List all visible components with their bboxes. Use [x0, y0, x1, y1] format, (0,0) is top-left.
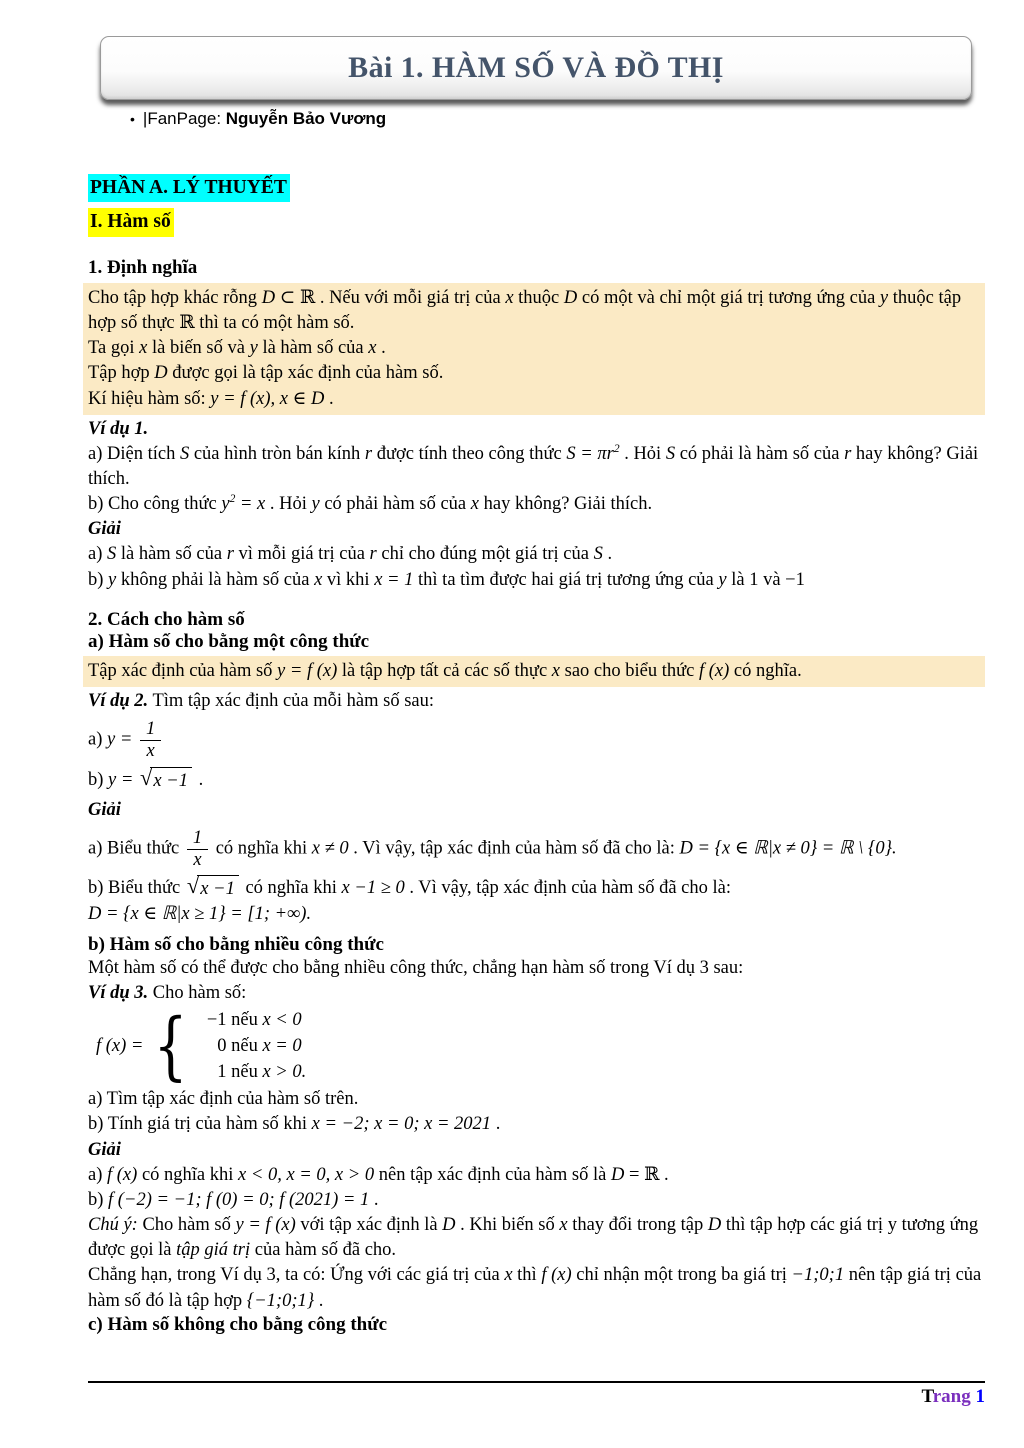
example-1-question-b: b) Cho công thức $y^2 = x$ . Hỏi y có phải hàm số của x hay không? Giải thích. — [88, 492, 653, 515]
example-2-heading: Ví dụ 2. Tìm tập xác định của mỗi hàm số sau: — [88, 690, 434, 711]
domain-definition-block — [83, 656, 985, 687]
example-3-solution-label: Giải — [88, 1139, 121, 1160]
heading-cach-cho-b: b) Hàm số cho bằng nhiều công thức — [88, 933, 384, 955]
definition-paragraph-2: Ta gọi x là biến số và y là hàm số của x . — [88, 338, 386, 359]
piecewise-case-3 — [197, 1061, 307, 1084]
section-heading-part-a: PHẦN A. LÝ THUYẾT — [88, 174, 290, 202]
page-footer — [88, 1381, 985, 1408]
example-2-solution-b-line-2: D = {x ∈ ℝ|x ≥ 1} = [1; +∞). — [88, 904, 312, 925]
case-1-value: −1 — [206, 1009, 227, 1030]
example-2-question-b: b) y = √ x −1 . — [88, 767, 985, 794]
bullet-icon: • — [130, 111, 135, 127]
domain-definition-paragraph: Tập xác định của hàm số y = f (x) là tập hợp tất cả các số thực x sao cho biểu thức f (x) có nghĩa. — [88, 660, 802, 681]
definition-paragraph-4: Kí hiệu hàm số: y = f (x), x ∈ D . — [88, 388, 334, 409]
heading-cach-cho-a: a) Hàm số cho bằng một công thức — [88, 630, 370, 652]
case-3-value: 1 — [217, 1062, 227, 1083]
case-3-if-word: nếu — [226, 1062, 263, 1083]
piecewise-case-1 — [197, 1009, 307, 1032]
definition-paragraph-1: Cho tập hợp khác rỗng D ⊂ ℝ . Nếu với mỗi giá trị của x thuộc D có một và chỉ một giá trị tương ứng của y thuộc tập hợp số thực ℝ thì ta có một hàm số. — [88, 287, 962, 334]
fanpage-label: |FanPage: — [142, 109, 226, 128]
fanpage-line — [130, 108, 985, 130]
lesson-title-banner — [100, 36, 972, 100]
example-3-solution-a: a) f (x) có nghĩa khi x < 0, x = 0, x > 0 nên tập xác định của hàm số là D = ℝ . — [88, 1164, 669, 1185]
section-ham-so-row — [88, 208, 985, 236]
note-paragraph-1: Chú ý: Cho hàm số y = f (x) với tập xác định là D . Khi biến số x thay đổi trong tập D thì tập hợp các giá trị y tương ứng được gọi là tập giá trị của hàm số đã cho. — [88, 1215, 979, 1261]
example-2-solution-label: Giải — [88, 799, 121, 820]
fanpage-name: Nguyễn Bảo Vương — [225, 109, 387, 128]
example-1-solution-b: b) y không phải là hàm số của x vì khi x = 1 thì ta tìm được hai giá trị tương ứng của y là 1 và −1 — [88, 569, 805, 590]
example-1-solution-a: a) S là hàm số của r vì mỗi giá trị của r chỉ cho đúng một giá trị của S . — [88, 544, 613, 565]
example-2-solution-a: a) Biểu thức $\frac{1}{x}$ có nghĩa khi x ≠ 0 . Vì vậy, tập xác định của hàm số đã cho là: D = {x ∈ ℝ|x ≠ 0} = ℝ \ {0}. — [88, 827, 897, 870]
definition-paragraph-3: Tập hợp D được gọi là tập xác định của hàm số. — [88, 363, 444, 384]
page-title: Bài 1. HÀM SỐ VÀ ĐỒ THỊ — [348, 51, 724, 84]
page-number: Trang 1 — [921, 1386, 985, 1407]
example-1-heading: Ví dụ 1. — [88, 418, 149, 439]
heading-cach-cho: 2. Cách cho hàm số — [88, 608, 245, 630]
example-1-question-a: a) Diện tích S của hình tròn bán kính r được tính theo công thức $S = \pi r^2$ . Hỏi S có phải là hàm số của r hay không? Giải thích. — [88, 442, 979, 489]
case-1-condition: x < 0 — [262, 1009, 302, 1030]
multi-formula-intro: Một hàm số có thể được cho bằng nhiều công thức, chẳng hạn hàm số trong Ví dụ 3 sau: — [88, 957, 744, 978]
example-2-solution-b-line-1: b) Biểu thức √ x −1 có nghĩa khi x −1 ≥ 0 . Vì vậy, tập xác định của hàm số đã cho là: — [88, 875, 985, 902]
example-3-heading: Ví dụ 3. Cho hàm số: — [88, 982, 247, 1003]
example-2-question-a: a) y = $\frac{1}{x}$ — [88, 718, 985, 762]
section-part-a-row — [88, 174, 985, 202]
note-paragraph-2: Chẳng hạn, trong Ví dụ 3, ta có: Ứng với các giá trị của x thì f (x) chỉ nhận một trong ba giá trị −1;0;1 nên tập giá trị của hàm số đó là tập hợp {−1;0;1} . — [88, 1265, 982, 1311]
example-1-solution-label: Giải — [88, 519, 121, 540]
left-brace-glyph: { — [153, 1003, 188, 1090]
case-3-condition: x > 0. — [262, 1062, 307, 1083]
piecewise-function — [96, 1003, 985, 1090]
piecewise-cases — [197, 1009, 307, 1084]
example-3-solution-b: b) f (−2) = −1; f (0) = 0; f (2021) = 1 . — [88, 1189, 379, 1210]
heading-cach-cho-c: c) Hàm số không cho bằng công thức — [88, 1313, 388, 1335]
section-heading-ham-so: I. Hàm số — [88, 208, 174, 236]
case-1-if-word: nếu — [226, 1009, 263, 1030]
definition-block — [83, 283, 985, 415]
example-3-question-b: b) Tính giá trị của hàm số khi x = −2; x = 0; x = 2021 . — [88, 1114, 501, 1135]
piecewise-lhs: f (x) = — [96, 1036, 144, 1057]
case-2-value: 0 — [217, 1036, 227, 1056]
case-2-condition: x = 0 — [262, 1036, 302, 1056]
heading-dinh-nghia: 1. Định nghĩa — [88, 256, 198, 278]
case-2-if-word: nếu — [226, 1036, 263, 1056]
example-3-question-a: a) Tìm tập xác định của hàm số trên. — [88, 1089, 359, 1110]
piecewise-case-2 — [197, 1035, 307, 1058]
